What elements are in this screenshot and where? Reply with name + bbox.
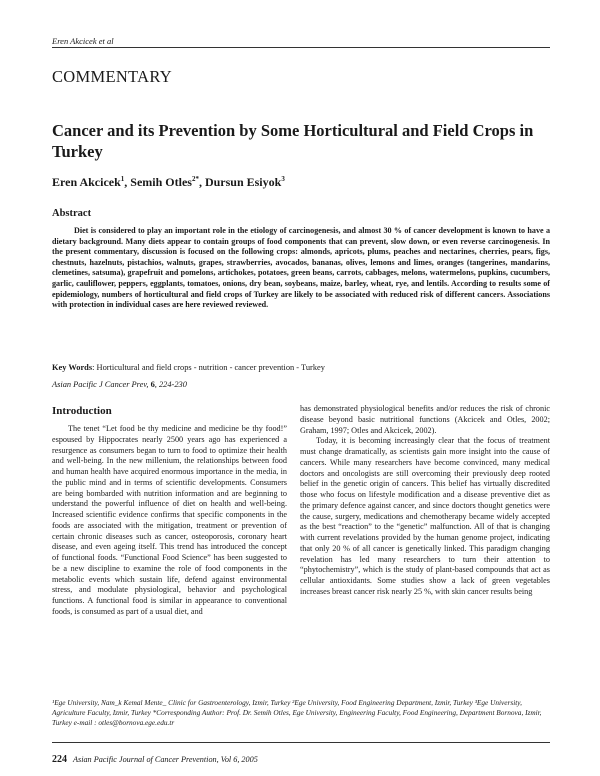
keywords bbox=[52, 362, 550, 373]
abstract-heading: Abstract bbox=[52, 208, 92, 219]
citation-journal: Asian Pacific J Cancer Prev, bbox=[52, 380, 149, 389]
body-paragraph: The tenet “Let food be thy medicine and medicine be thy food!” espoused by Hippocrates nearly 2500 years ago has experienced a resurgence as consumers began to turn to food to optimize their health and well-being. In the new millenium, the relationships between food and human health have acquired enormous importance in the media, in the public mind and in terms of scientific developments. Consumers are being bombarded with nutrition information and are beginning to understand the powerful influence of diet on health and well-being. Increased scientific evidence confirms that specific components in the foods are associated with the mitigation, treatment or prevention of certain chronic diseases such as cancer, osteoporosis, coronary heart disease, and even ageing itself. This trend has introduced the concept of functional foods. “Functional Food Science” has been suggested to be a new discipline to examine the role of food components in the metabolic events which sustain life, defend against environmental stress, and modulate physiological, behavior and psychological functions. A functional food is similar in appearance to conventional foods, is consumed as part of a usual diet, and bbox=[52, 424, 287, 616]
page-number: 224 bbox=[52, 754, 67, 765]
page-footer bbox=[52, 754, 258, 765]
author-name: Eren Akcicek bbox=[52, 175, 121, 189]
body-paragraph: Today, it is becoming increasingly clear that the focus of treatment must change dramatically, as scientists gain more insight into the cause of cancers. While many researchers have become convinced, many medical doctors and oncologists are still overcoming their previously deep rooted belief in the genetic origin of cancers. This belief has virtually discredited those who focus on lifestyle modification and a disease preventive diet as the primary defence against cancer, and since doctors thought genetics were the cause, surgery, medications and chemotherapy became widely accepted as the best “reaction” to the “genetic” malfunction. All of that is changing with current revelations provided by the human genome project, indicating that only 20 % of all cancer is genetically linked. This paradigm changing revelation has led many researchers to turn their attention to “phytochemistry”, which is the study of plant-based compounds that act as cellular antioxidants. Some studies show a lack of green vegetables increases breast cancer risk nearly 25 %, with skin cancer results being bbox=[300, 436, 550, 596]
citation-volume: 6 bbox=[150, 380, 155, 389]
abstract-text: Diet is considered to play an important role in the etiology of carcinogenesis, and almost 30 % of cancer development is known to have a dietary background. Many diets appear to contain groups of food components that can prevent, slow down, or even reverse carcinogenesis. In the present commentary, discussion is focused on the following crops: almonds, apricots, plums, peaches and nectarines, cherries, pears, figs, chestnuts, hazelnuts, pistachios, walnuts, grapes, strawberries, avocados, bananas, olives, lemons and limes, oranges (tangerines, mandarins, clemetines, satsuma), grapefruit and pomelons, artichokes, potatoes, green beans, carrots, cabbages, melons, watermelons, pupkins, cucumbers, garlic, cauliflower, peppers, eggplants, tomatoes, onions, dry bean, soybeans, maize, barley, wheat, rye, and lentils. According to results some of epidemiology, numbers of horticultural and field crops of Turkey are likely to be associated with reduced risk of different cancers. Associations with protection in individual cases are here reviewed reviewed. bbox=[52, 226, 550, 310]
author-affiliation-mark: 2* bbox=[191, 175, 199, 183]
author-name: Dursun Esiyok bbox=[204, 175, 282, 189]
body-paragraph: has demonstrated physiological benefits and/or reduces the risk of chronic disease beyond basic nutritional functions (Akcicek and Otles, 2002; Graham, 1997; Otles and Akcicek, 2002). bbox=[300, 404, 550, 435]
citation-pages: , 224-230 bbox=[154, 380, 187, 389]
left-column bbox=[52, 424, 287, 618]
author-affiliation-mark: 1 bbox=[120, 175, 125, 183]
footer-rule bbox=[52, 742, 550, 743]
right-column bbox=[300, 404, 550, 598]
section-label: COMMENTARY bbox=[52, 67, 172, 86]
author-affiliation-mark: 3 bbox=[281, 175, 285, 183]
article-title: Cancer and its Prevention by Some Horticultural and Field Crops in Turkey bbox=[52, 121, 534, 161]
affiliation-footnote: ¹Ege University, Nam_k Kemal Mente_ Clinic for Gastroenterology, Izmir, Turkey ²Ege University, Food Engineering Department, Izmir, Turkey ³Ege University, Agriculture Faculty, Izmir, Turkey *Corresponding Author: Prof. Dr. Semih Otles, Ege University, Engineering Faculty, Food Engineering, Department Bornova, Izmir, Turkey e-mail : otles@bornova.ege.edu.tr bbox=[52, 698, 542, 727]
footer-journal: Asian Pacific Journal of Cancer Prevention, Vol 6, 2005 bbox=[73, 755, 258, 764]
keywords-text: : Horticultural and field crops - nutrition - cancer prevention - Turkey bbox=[92, 363, 325, 372]
introduction-heading: Introduction bbox=[52, 405, 112, 417]
keywords-label: Key Words bbox=[52, 363, 93, 372]
citation bbox=[52, 380, 187, 389]
running-head: Eren Akcicek et al bbox=[52, 36, 114, 46]
header-rule bbox=[52, 47, 550, 48]
author-name: Semih Otles bbox=[130, 175, 192, 189]
author-list: Eren Akcicek$^1$, Semih Otles$^{2*}$, Dursun Esiyok$^3$ bbox=[52, 175, 285, 189]
